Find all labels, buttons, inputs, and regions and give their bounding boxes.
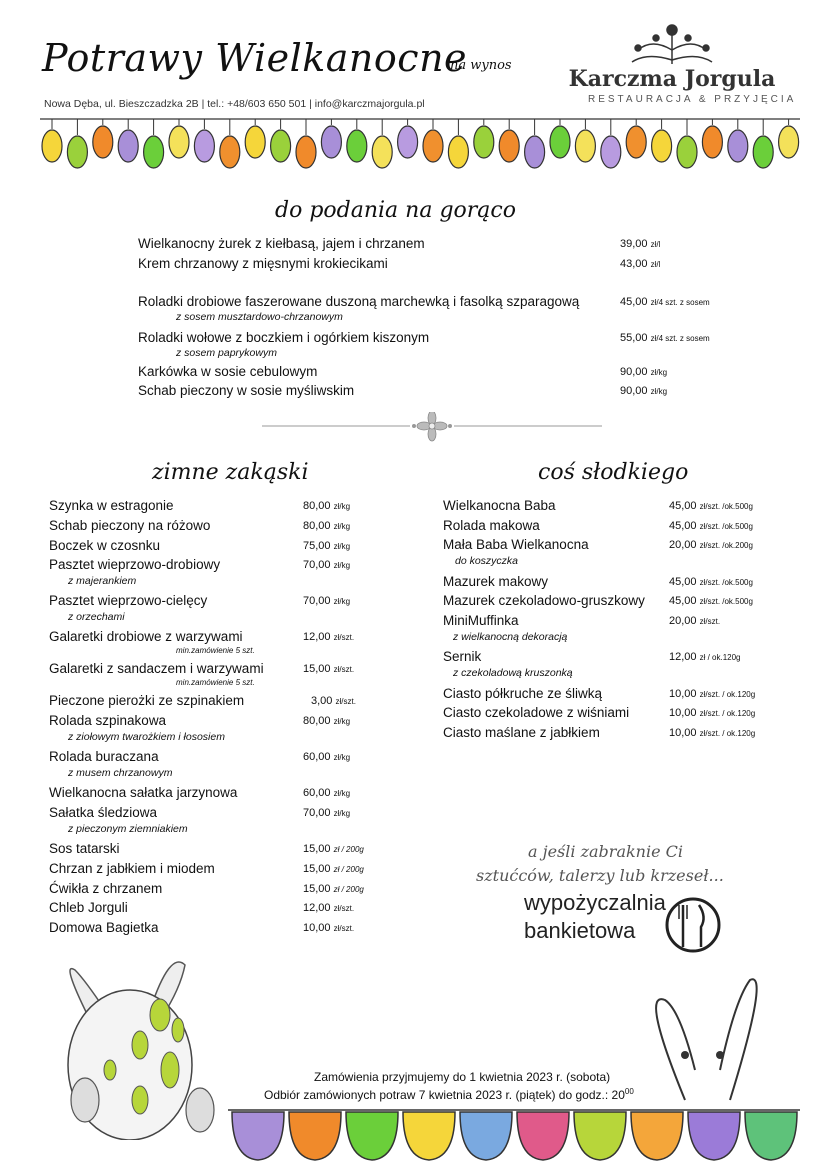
price-value: 43,00 <box>620 258 648 270</box>
contact-line: Nowa Dęba, ul. Bieszczadzka 2B | tel.: +48/603 650 501 | info@karczmajorgula.pl <box>44 98 425 110</box>
menu-item-name: Chleb Jorguli <box>49 900 128 916</box>
menu-item-price <box>669 595 753 607</box>
menu-item-description: z wielkanocną dekoracją <box>453 630 568 643</box>
menu-item-description: z sosem paprykowym <box>176 347 277 359</box>
price-value: 10,00 <box>669 707 697 719</box>
menu-item-name: Schab pieczony na różowo <box>49 517 211 533</box>
menu-item-name: Pasztet wieprzowo-drobiowy <box>49 557 221 573</box>
easter-egg-icon <box>423 130 443 162</box>
easter-egg-half-icon <box>517 1112 569 1160</box>
price-unit: zł/szt. / ok.120g <box>699 709 756 718</box>
menu-item-price <box>303 883 364 895</box>
price-unit: zł/szt. /ok.200g <box>699 541 753 550</box>
order-minimum-note: min.zamówienie 5 szt. <box>176 678 255 688</box>
price-unit: zł/szt. <box>333 633 355 643</box>
menu-item-description: do koszyczka <box>455 555 519 567</box>
price-value: 70,00 <box>303 595 331 608</box>
price-unit: zł/kg <box>333 502 351 511</box>
menu-item-name: Mazurek makowy <box>443 573 549 589</box>
menu-item-name: Mała Baba Wielkanocna <box>443 537 589 552</box>
easter-egg-half-icon <box>403 1112 455 1160</box>
menu-item-name: Domowa Bagietka <box>49 920 159 936</box>
menu-item-price <box>303 863 364 875</box>
price-value: 90,00 <box>620 385 648 397</box>
bunny-ears-illustration <box>640 970 780 1110</box>
menu-item-name: Boczek w czosnku <box>49 537 161 553</box>
price-unit: zł / 200g <box>333 884 364 894</box>
menu-item-price <box>669 707 755 719</box>
rental-line-1: a jeśli zabraknie Ci <box>528 842 684 861</box>
menu-item-price <box>303 540 350 552</box>
menu-item-price <box>303 500 350 512</box>
price-value: 12,00 <box>303 631 331 644</box>
menu-item-price <box>303 631 354 643</box>
price-unit: zł/l <box>650 260 661 269</box>
price-unit: zł/szt. / ok.120g <box>699 728 756 738</box>
easter-egg-icon <box>194 130 214 162</box>
price-unit: zł/szt. /ok.500g <box>699 577 753 587</box>
menu-item-name: Ciasto maślane z jabłkiem <box>443 724 600 740</box>
footer-pickup-time <box>264 1087 634 1102</box>
menu-item-price <box>620 258 660 270</box>
easter-egg-icon <box>550 126 570 158</box>
menu-item-price <box>303 751 350 763</box>
menu-item-name: MiniMuffinka <box>443 612 519 628</box>
easter-egg-icon <box>601 136 621 168</box>
footer-pickup-minutes: 00 <box>624 1087 634 1096</box>
section-title-sweet: coś słodkiego <box>538 460 689 485</box>
price-value: 80,00 <box>303 519 331 532</box>
menu-item-price <box>303 843 364 855</box>
price-unit: zł/l <box>650 240 661 249</box>
easter-egg-icon <box>296 136 316 168</box>
egg-garland <box>40 115 800 183</box>
price-value: 12,00 <box>669 651 697 663</box>
menu-item-name: Galaretki drobiowe z warzywami <box>49 629 243 645</box>
easter-egg-icon <box>245 126 265 158</box>
menu-item-name: Sernik <box>443 649 482 664</box>
menu-item-price <box>303 595 350 607</box>
menu-item-name: Wielkanocny żurek z kiełbasą, jajem i chrzanem <box>138 236 425 251</box>
menu-item-name: Chrzan z jabłkiem i miodem <box>49 860 215 876</box>
menu-item-price <box>303 520 350 532</box>
easter-egg-icon <box>677 136 697 168</box>
rental-name-line-1: wypożyczalnia <box>524 890 666 915</box>
easter-egg-icon <box>169 126 189 158</box>
restaurant-logo <box>552 20 802 115</box>
menu-item-name: Rolada szpinakowa <box>49 713 167 729</box>
price-value: 15,00 <box>303 843 331 855</box>
menu-item-price <box>303 787 350 799</box>
price-value: 45,00 <box>669 519 697 532</box>
easter-egg-icon <box>93 126 113 158</box>
price-unit: zł/kg <box>333 597 351 607</box>
bunny-egg-illustration <box>30 950 230 1140</box>
price-unit: zł/kg <box>333 717 351 727</box>
easter-egg-icon <box>271 130 291 162</box>
price-unit: zł/4 szt. z sosem <box>650 334 710 343</box>
menu-item-price <box>620 366 667 378</box>
menu-item-price <box>303 922 354 934</box>
menu-item-price <box>669 688 755 700</box>
menu-item-name: Krem chrzanowy z mięsnymi krokiecikami <box>138 256 388 271</box>
menu-item-name: Sałatka śledziowa <box>49 805 158 820</box>
menu-item-price <box>669 539 753 551</box>
rental-line-2: sztućców, talerzy lub krzeseł... <box>476 866 724 885</box>
price-unit: zł/kg <box>333 521 351 531</box>
easter-egg-icon <box>144 136 164 168</box>
menu-item-price <box>303 663 354 675</box>
menu-item-name: Roladki drobiowe faszerowane duszoną marchewką i fasolką szparagową <box>138 294 580 309</box>
menu-item-price <box>669 727 755 739</box>
menu-item-price <box>669 500 753 512</box>
price-value: 15,00 <box>303 882 331 895</box>
easter-egg-icon <box>220 136 240 168</box>
easter-egg-icon <box>372 136 392 168</box>
menu-item-name: Pasztet wieprzowo-cielęcy <box>49 593 208 609</box>
divider-flower-icon <box>262 412 602 442</box>
easter-egg-half-icon <box>574 1112 626 1160</box>
easter-egg-half-icon <box>460 1112 512 1160</box>
easter-egg-icon <box>753 136 773 168</box>
menu-item-price <box>303 902 354 914</box>
folk-flower-icon <box>552 20 792 68</box>
price-value: 70,00 <box>303 807 331 819</box>
easter-egg-icon <box>626 126 646 158</box>
price-unit: zł/szt. /ok.500g <box>699 597 753 606</box>
price-value: 60,00 <box>303 787 331 800</box>
menu-item-name: Ćwikła z chrzanem <box>49 880 163 896</box>
menu-item-price <box>303 715 350 727</box>
menu-item-description: z pieczonym ziemniakiem <box>68 823 188 835</box>
price-value: 80,00 <box>303 500 331 512</box>
price-value: 3,00 <box>311 695 333 708</box>
easter-egg-icon <box>118 130 138 162</box>
menu-item-name: Karkówka w sosie cebulowym <box>138 364 318 379</box>
price-unit: zł/kg <box>333 753 351 763</box>
price-unit: zł/szt. <box>699 616 721 626</box>
easter-egg-icon <box>474 126 494 158</box>
price-unit: zł/szt. <box>335 697 356 707</box>
easter-egg-icon <box>779 126 799 158</box>
easter-egg-icon <box>321 126 341 158</box>
easter-egg-icon <box>652 130 672 162</box>
egg-strip-decoration <box>228 1108 800 1168</box>
cutlery-plate-icon <box>665 893 725 957</box>
order-minimum-note: min.zamówienie 5 szt. <box>176 646 255 656</box>
menu-item-name: Schab pieczony w sosie myśliwskim <box>138 383 355 398</box>
menu-item-price <box>620 238 660 250</box>
easter-egg-icon <box>525 136 545 168</box>
menu-item-price <box>669 651 741 663</box>
menu-item-price <box>303 807 350 819</box>
price-value: 80,00 <box>303 715 331 728</box>
menu-item-name: Wielkanocna sałatka jarzynowa <box>49 785 238 801</box>
menu-item-price <box>303 559 350 571</box>
price-value: 70,00 <box>303 559 331 572</box>
price-value: 45,00 <box>669 595 697 607</box>
price-unit: zł/kg <box>333 789 351 799</box>
menu-item-price <box>311 695 356 707</box>
menu-item-name: Szynka w estragonie <box>49 498 174 513</box>
section-title-hot: do podania na gorąco <box>275 198 516 223</box>
price-value: 20,00 <box>669 539 697 551</box>
menu-item-name: Wielkanocna Baba <box>443 498 556 513</box>
price-value: 10,00 <box>669 687 697 700</box>
footer-pickup-text: Odbiór zamówionych potraw 7 kwietnia 2023 r. (piątek) do godz.: 20 <box>264 1088 625 1102</box>
easter-egg-icon <box>398 126 418 158</box>
section-title-cold: zimne zakąski <box>152 460 309 485</box>
price-value: 45,00 <box>669 500 697 512</box>
easter-egg-icon <box>448 136 468 168</box>
easter-egg-icon <box>42 130 62 162</box>
menu-item-name: Ciasto półkruche ze śliwką <box>443 685 603 701</box>
easter-egg-half-icon <box>346 1112 398 1160</box>
menu-item-price <box>669 576 753 588</box>
easter-egg-icon <box>575 130 595 162</box>
price-value: 55,00 <box>620 332 648 344</box>
price-value: 15,00 <box>303 862 331 875</box>
menu-item-name: Ciasto czekoladowe z wiśniami <box>443 705 630 720</box>
price-value: 39,00 <box>620 238 648 250</box>
menu-item-name: Rolada makowa <box>443 517 540 533</box>
price-unit: zł / ok.120g <box>699 653 741 662</box>
price-value: 20,00 <box>669 614 697 627</box>
menu-item-name: Pieczone pierożki ze szpinakiem <box>49 693 245 709</box>
price-value: 60,00 <box>303 751 331 764</box>
easter-egg-half-icon <box>745 1112 797 1160</box>
easter-egg-half-icon <box>631 1112 683 1160</box>
page-subtitle: na wynos <box>450 58 512 73</box>
menu-item-description: z majerankiem <box>68 575 137 588</box>
price-unit: zł/kg <box>333 809 351 818</box>
menu-item-name: Galaretki z sandaczem i warzywami <box>49 661 264 677</box>
menu-item-description: z ziołowym twarożkiem i łososiem <box>68 731 225 744</box>
menu-item-price <box>669 520 753 532</box>
page-title: Potrawy Wielkanocne <box>42 36 468 80</box>
price-unit: zł/4 szt. z sosem <box>650 298 710 307</box>
price-value: 75,00 <box>303 539 331 552</box>
price-unit: zł/kg <box>333 561 351 571</box>
price-unit: zł / 200g <box>333 845 364 854</box>
easter-egg-half-icon <box>289 1112 341 1160</box>
menu-item-name: Rolada buraczana <box>49 749 159 765</box>
price-unit: zł/szt. / ok.120g <box>699 689 756 699</box>
price-unit: zł/kg <box>650 368 668 377</box>
price-unit: zł/szt. <box>333 904 355 914</box>
price-unit: zł / 200g <box>333 864 364 874</box>
price-unit: zł/szt. /ok.500g <box>699 502 753 511</box>
price-value: 15,00 <box>303 663 331 676</box>
menu-item-price <box>620 385 667 397</box>
menu-item-description: z musem chrzanowym <box>68 767 173 780</box>
menu-item-name: Mazurek czekoladowo-gruszkowy <box>443 593 645 608</box>
price-unit: zł/szt. /ok.500g <box>699 521 753 531</box>
price-value: 12,00 <box>303 902 331 915</box>
menu-item-name: Sos tatarski <box>49 841 120 856</box>
menu-item-price <box>669 615 720 627</box>
easter-egg-half-icon <box>232 1112 284 1160</box>
menu-item-name: Roladki wołowe z boczkiem i ogórkiem kiszonym <box>138 330 430 345</box>
price-unit: zł/kg <box>650 387 668 396</box>
footer-orders-deadline: Zamówienia przyjmujemy do 1 kwietnia 2023 r. (sobota) <box>314 1070 611 1084</box>
logo-tagline: RESTAURACJA & PRZYJĘCIA <box>588 94 797 105</box>
menu-item-description: z orzechami <box>68 611 125 624</box>
price-unit: zł/kg <box>333 541 351 551</box>
menu-item-description: z sosem musztardowo-chrzanowym <box>176 311 343 323</box>
easter-egg-icon <box>67 136 87 168</box>
easter-egg-half-icon <box>688 1112 740 1160</box>
price-value: 10,00 <box>303 922 331 935</box>
rental-name-line-2: bankietowa <box>524 918 636 943</box>
easter-egg-icon <box>499 130 519 162</box>
logo-name: Karczma Jorgula <box>568 66 776 92</box>
menu-item-price <box>620 332 710 344</box>
price-unit: zł/szt. <box>333 924 355 934</box>
price-value: 45,00 <box>669 575 697 588</box>
price-value: 90,00 <box>620 366 648 378</box>
price-value: 10,00 <box>669 726 697 739</box>
easter-egg-icon <box>728 130 748 162</box>
easter-egg-icon <box>347 130 367 162</box>
menu-item-price <box>620 296 710 308</box>
menu-item-description: z czekoladową kruszonką <box>453 667 573 679</box>
price-value: 45,00 <box>620 296 648 308</box>
price-unit: zł/szt. <box>333 665 355 675</box>
easter-egg-icon <box>702 126 722 158</box>
